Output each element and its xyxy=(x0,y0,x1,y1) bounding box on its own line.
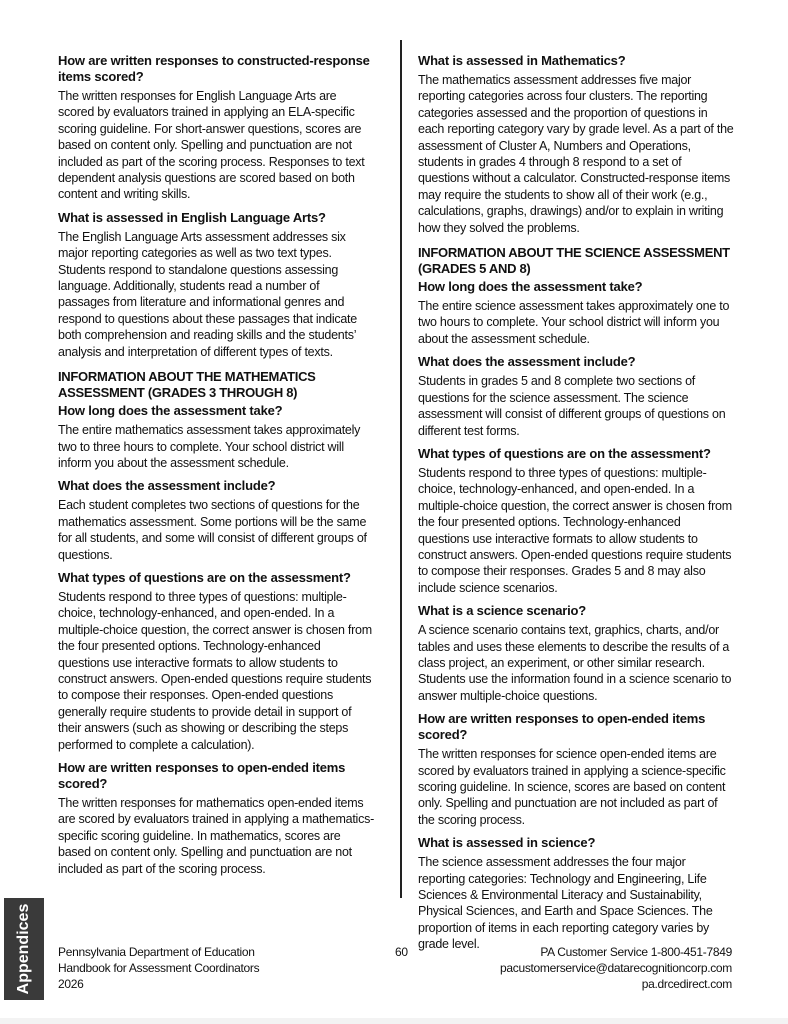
question-heading: What does the assessment include? xyxy=(58,478,276,494)
footer-right xyxy=(500,944,732,992)
left-column xyxy=(58,46,374,881)
footer-handbook: Handbook for Assessment Coordinators xyxy=(58,961,260,975)
side-tab-label: Appendices xyxy=(15,903,32,995)
paragraph: Students respond to three types of questions: multiple-choice, technology-enhanced, and open-ended. In a multiple-choice question, the correct answer is chosen from the four presented options. Technology-enhanced questions use interactive formats to allow students to construct answers. Open-ended questions require students to compose their responses. Open-ended questions generally require students to provide detail in support of their answers (such as showing or describing the steps performed to complete a calculation). xyxy=(58,589,372,752)
paragraph: The written responses for mathematics open-ended items are scored by evaluators trained in applying a mathematics-specific scoring guideline. In mathematics, scores are based on content only. Spelling and punctuation are not included as part of the scoring process. xyxy=(58,796,374,876)
paragraph: The science assessment addresses the four major reporting categories: Technology and Engineering, Life Sciences & Environmental Literacy and Sustainability, Physical Sciences, and Earth and Space Sciences. The proportion of items in each reporting category varies by grade level. xyxy=(418,855,713,952)
appendices-side-tab xyxy=(4,898,44,1000)
page-number: 60 xyxy=(395,945,408,959)
question-heading: How are written responses to open-ended items scored? xyxy=(58,760,346,791)
question-heading: How are written responses to constructed-response items scored? xyxy=(58,53,370,84)
paragraph: Students in grades 5 and 8 complete two sections of questions for the science assessment. The science assessment will consist of different groups of questions on different test forms. xyxy=(418,374,726,438)
paragraph: The written responses for English Language Arts are scored by evaluators trained in applying an ELA-specific scoring guideline. For short-answer questions, scores are based on content only. Spelling and punctuation are not included as part of the scoring process. Responses to text dependent analysis questions are scored based on both content and writing skills. xyxy=(58,89,365,202)
footer-email[interactable]: pacustomerservice@datarecognitioncorp.com xyxy=(500,961,732,975)
question-heading: What does the assessment include? xyxy=(418,354,636,370)
paragraph: Students respond to three types of questions: multiple-choice, technology-enhanced, and open-ended. In a multiple-choice question, the correct answer is chosen from the four presented options. Technology-enhanced questions use interactive formats to allow students to construct answers. Open-ended questions require students to compose their responses. Grades 5 and 8 may also include science scenarios. xyxy=(418,465,732,595)
paragraph: The English Language Arts assessment addresses six major reporting categories as well as two text types. Students respond to standalone questions assessing language. Additionally, students read a number of passages from literature and informational genres and respond to questions about these passages that indicate both comprehension and reading skills and the students’ analysis and interpretation of different types of texts. xyxy=(58,229,357,359)
paragraph: A science scenario contains text, graphics, charts, and/or tables and uses these elements to describe the results of a class project, an experiment, or other similar research. Students use the information found in a science scenario to answer multiple-choice questions. xyxy=(418,623,732,703)
paragraph: Each student completes two sections of questions for the mathematics assessment. Some portions will be the same for all students, and some will consist of different groups of questions. xyxy=(58,498,367,562)
column-divider xyxy=(400,40,402,898)
right-column xyxy=(418,46,734,957)
question-heading: What types of questions are on the assessment? xyxy=(58,569,351,585)
question-heading: How long does the assessment take? xyxy=(58,403,283,419)
footer-website[interactable]: pa.drcedirect.com xyxy=(641,977,732,991)
paragraph: The mathematics assessment addresses five major reporting categories across four clusters. The reporting categories assessed and the proportion of questions in each reporting category vary by grade level. As a part of the assessment of Cluster A, Numbers and Operations, students in grades 4 through 8 respond to a set of questions without a calculator. Constructed-response items may require the students to show all of their work (e.g., calculations, graphs, drawings) and/or to explain in writing how they solved the problems. xyxy=(418,73,734,235)
question-heading: What is assessed in English Language Arts? xyxy=(58,209,326,225)
question-heading: What is assessed in Mathematics? xyxy=(418,53,626,68)
footer-phone: PA Customer Service 1-800-451-7849 xyxy=(540,945,732,959)
footer-left xyxy=(58,944,259,992)
paragraph: The entire science assessment takes approximately one to two hours to complete. Your school district will inform you about the assessment schedule. xyxy=(418,299,730,346)
section-heading: INFORMATION ABOUT THE MATHEMATICS ASSESSMENT (GRADES 3 THROUGH 8) xyxy=(58,369,316,401)
question-heading: What is a science scenario? xyxy=(418,603,587,619)
section-heading: INFORMATION ABOUT THE SCIENCE ASSESSMENT (GRADES 5 AND 8) xyxy=(418,245,730,277)
paragraph: The entire mathematics assessment takes approximately two to three hours to complete. Your school district will inform you about the assessment schedule. xyxy=(58,423,361,470)
footer-year: 2026 xyxy=(58,977,84,991)
question-heading: What is assessed in science? xyxy=(418,835,596,851)
footer-org: Pennsylvania Department of Education xyxy=(58,945,255,959)
question-heading: How long does the assessment take? xyxy=(418,279,643,295)
paragraph: The written responses for science open-ended items are scored by evaluators trained in applying a science-specific scoring guideline. In science, scores are based on content only. Spelling and punctuation are not included as part of the scoring process. xyxy=(418,747,726,827)
question-heading: How are written responses to open-ended items scored? xyxy=(418,711,706,743)
question-heading: What types of questions are on the assessment? xyxy=(418,445,711,461)
